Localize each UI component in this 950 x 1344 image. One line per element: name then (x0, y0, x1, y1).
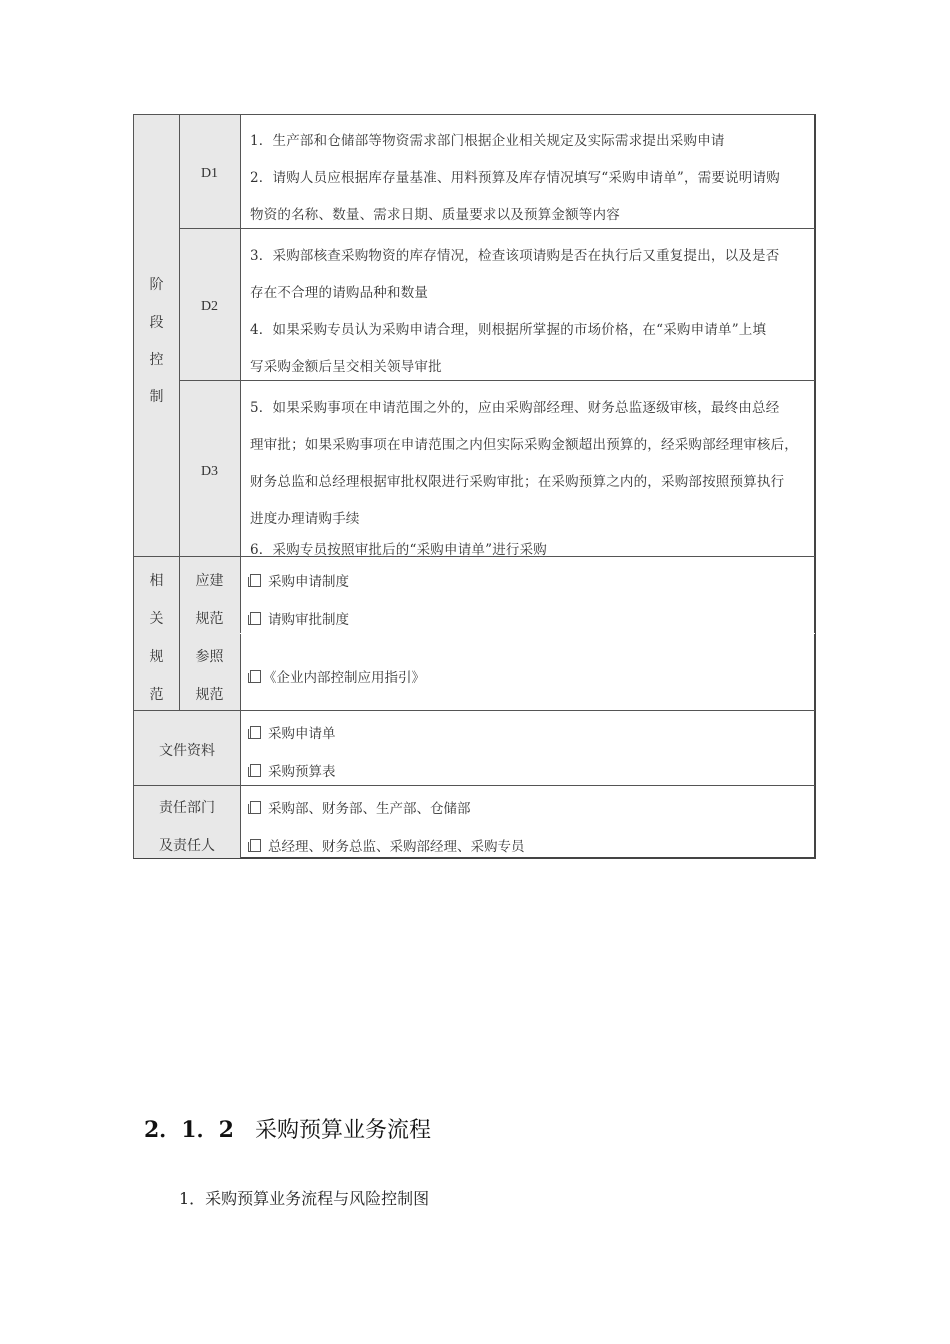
document-icon (250, 801, 261, 814)
document-icon (250, 612, 261, 625)
responsibility-item-text: 总经理、财务总监、采购部经理、采购专员 (268, 839, 525, 855)
document-item-text: 采购申请单 (268, 726, 336, 742)
divider (134, 785, 815, 786)
section-number: 2．1．2 (144, 1117, 234, 1143)
label-char: 段 (149, 315, 164, 331)
label-char: 阶 (149, 277, 164, 293)
section-heading (144, 1113, 431, 1144)
control-table (133, 114, 816, 859)
divider (179, 228, 815, 229)
responsibility-label: 责任部门 (159, 800, 215, 816)
document-item-text: 采购预算表 (268, 764, 336, 780)
document-item (250, 722, 336, 742)
stage-d3-line: 理审批；如果采购事项在申请范围之内但实际采购金额超出预算的，经采购部经理审核后， (250, 437, 798, 453)
responsibility-item-text: 采购部、财务部、生产部、仓储部 (268, 801, 471, 817)
document-icon (250, 726, 261, 739)
document-icon (250, 670, 261, 683)
norm-item (250, 608, 349, 628)
stage-d1-line: 1．生产部和仓储部等物资需求部门根据企业相关规定及实际需求提出采购申请 (250, 133, 725, 149)
stage-d2-line: 3．采购部核查采购物资的库存情况，检查该项请购是否在执行后又重复提出，以及是否 (250, 248, 780, 264)
subsection-heading: 1．采购预算业务流程与风险控制图 (179, 1189, 430, 1208)
responsibility-item (250, 797, 471, 817)
section-title: 采购预算业务流程 (254, 1118, 431, 1143)
stage-d3-line: 6．采购专员按照审批后的“采购申请单”进行采购 (250, 542, 547, 558)
reference-item (250, 666, 425, 686)
label-char: 范 (149, 687, 164, 703)
stage-d3-line: 财务总监和总经理根据审批权限进行采购审批；在采购预算之内的，采购部按照预算执行 (250, 474, 785, 490)
divider (134, 710, 815, 711)
document-icon (250, 574, 261, 587)
stage-d2-line: 写采购金额后呈交相关领导审批 (250, 359, 442, 375)
should-build-label: 规范 (195, 611, 224, 627)
divider (240, 633, 815, 634)
related-norms-label (134, 556, 179, 710)
stage-code-d1: D1 (200, 166, 219, 181)
document-icon (250, 764, 261, 777)
norm-item-text: 采购申请制度 (268, 574, 349, 590)
documents-label: 文件资料 (159, 743, 215, 759)
label-char: 关 (149, 611, 164, 627)
document-icon (250, 839, 261, 852)
stage-d3-line: 5．如果采购事项在申请范围之外的，应由采购部经理、财务总监逐级审核，最终由总经 (250, 400, 780, 416)
responsibility-label: 及责任人 (159, 838, 215, 854)
divider (179, 380, 815, 381)
stage-d2-line: 存在不合理的请购品种和数量 (250, 285, 429, 301)
label-char: 制 (149, 389, 164, 405)
stage-d1-line: 2．请购人员应根据库存量基准、用料预算及库存情况填写“采购申请单”，需要说明请购 (250, 170, 780, 186)
stage-d2-line: 4．如果采购专员认为采购申请合理，则根据所掌握的市场价格，在“采购申请单”上填 (250, 322, 767, 338)
stage-d3-line: 进度办理请购手续 (250, 511, 360, 527)
responsibility-item (250, 835, 525, 855)
label-char: 规 (149, 649, 164, 665)
reference-item-text: 《企业内部控制应用指引》 (263, 670, 425, 686)
divider (240, 115, 241, 858)
stage-control-label (134, 115, 179, 556)
label-char: 相 (149, 573, 164, 589)
label-char: 控 (149, 352, 164, 368)
stage-code-d3: D3 (200, 464, 219, 479)
norm-item (250, 570, 349, 590)
document-item (250, 760, 336, 780)
reference-label: 参照 (195, 649, 224, 665)
reference-label: 规范 (195, 687, 224, 703)
norm-item-text: 请购审批制度 (268, 612, 349, 628)
stage-code-d2: D2 (200, 299, 219, 314)
stage-d1-line: 物资的名称、数量、需求日期、质量要求以及预算金额等内容 (250, 207, 620, 223)
should-build-label: 应建 (195, 573, 224, 589)
